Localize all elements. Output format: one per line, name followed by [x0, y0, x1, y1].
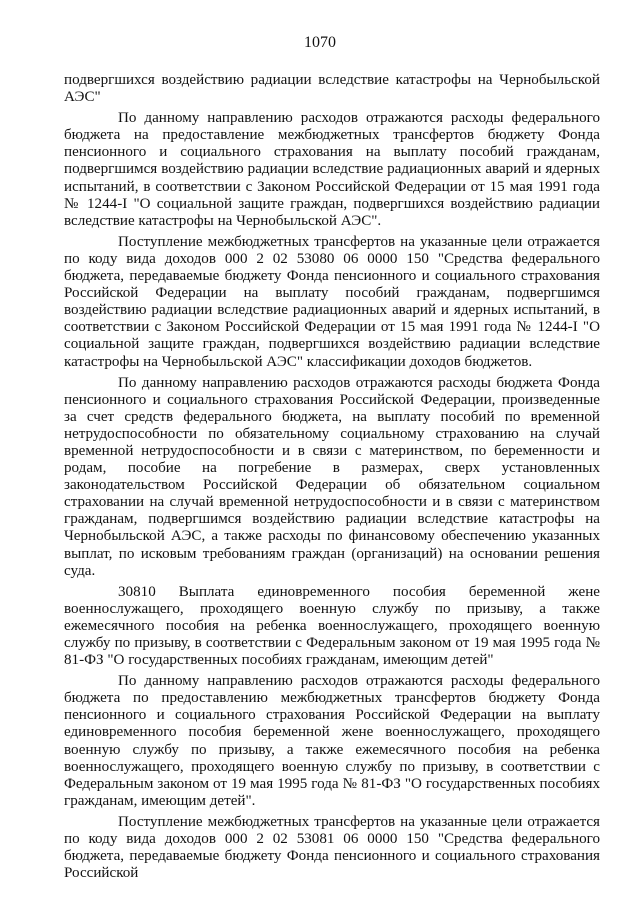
document-body	[64, 72, 600, 886]
paragraph-transfers-chernobyl: Поступление межбюджетных трансфертов на указанные цели отражается по коду вида доходов 000 2 02 53080 06 0000 150 "Средства федерального бюджета, передаваемые бюджету Фонда пенсионного и социального страхования Российской Федерации на выплату пособий гражданам, подвергшимся воздействию радиации вследствие радиационных аварий и ядерных испытаний, в соответствии с Законом Российской Федерации от 15 мая 1991 года № 1244-I "О социальной защите граждан, подвергшихся воздействию радиации вследствие катастрофы на Чернобыльской АЭС" классификации доходов бюджетов.	[64, 233, 600, 370]
paragraph-expenses-chernobyl: По данному направлению расходов отражаются расходы федерального бюджета на предоставление межбюджетных трансфертов бюджету Фонда пенсионного и социального страхования на выплату пособий гражданам, подвергшимся воздействию радиации вследствие радиационных аварий и ядерных испытаний, в соответствии с Законом Российской Федерации от 15 мая 1991 года № 1244-I "О социальной защите граждан, подвергшихся воздействию радиации вследствие катастрофы на Чернобыльской АЭС".	[64, 110, 600, 229]
paragraph-transfers-servicemen: Поступление межбюджетных трансфертов на указанные цели отражается по коду вида доходов 000 2 02 53081 06 0000 150 "Средства федерального бюджета, передаваемые бюджету Фонда пенсионного и социального страхования Российской	[64, 813, 600, 882]
paragraph-expenses-servicemen: По данному направлению расходов отражаются расходы федерального бюджета по предоставлению межбюджетных трансфертов бюджету Фонда пенсионного и социального страхования Российской Федерации на выплату единовременного пособия беременной жене военнослужащего, проходящего военную службу по призыву, а также ежемесячного пособия на ребенка военнослужащего, проходящего военную службу по призыву, в соответствии с Федеральным законом от 19 мая 1995 года № 81-ФЗ "О государственных пособиях гражданам, имеющим детей".	[64, 673, 600, 809]
paragraph-continuation: подвергшихся воздействию радиации вследствие катастрофы на Чернобыльской АЭС"	[64, 72, 600, 106]
paragraph-budget-payments: По данному направлению расходов отражаются расходы бюджета Фонда пенсионного и социального страхования Российской Федерации, произведенные за счет средств федерального бюджета, на выплату пособий по временной нетрудоспособности по обязательному социальному страхованию на случай временной нетрудоспособности и в связи с материнством, по беременности и родам, пособие на погребение в размерах, сверх установленных законодательством Российской Федерации об обязательном социальном страховании на случай временной нетрудоспособности и в связи с материнством гражданам, подвергшимся воздействию радиации вследствие катастрофы на Чернобыльской АЭС, а также расходы по финансовому обеспечению указанных выплат, по исковым требованиям граждан (организаций) на основании решения суда.	[64, 374, 600, 579]
budget-code-heading	[64, 584, 600, 601]
budget-code: 30810	[118, 583, 156, 600]
budget-code-continuation: военнослужащего, проходящего военную службу по призыву, а также ежемесячного пособия на ребенка военнослужащего, проходящего военную службу по призыву, в соответствии с Федеральным законом от 19 мая 1995 года № 81-ФЗ "О государственных пособиях гражданам, имеющим детей"	[64, 600, 600, 669]
budget-code-title: Выплата единовременного пособия беременной жене	[178, 583, 600, 600]
page-number: 1070	[304, 34, 336, 51]
